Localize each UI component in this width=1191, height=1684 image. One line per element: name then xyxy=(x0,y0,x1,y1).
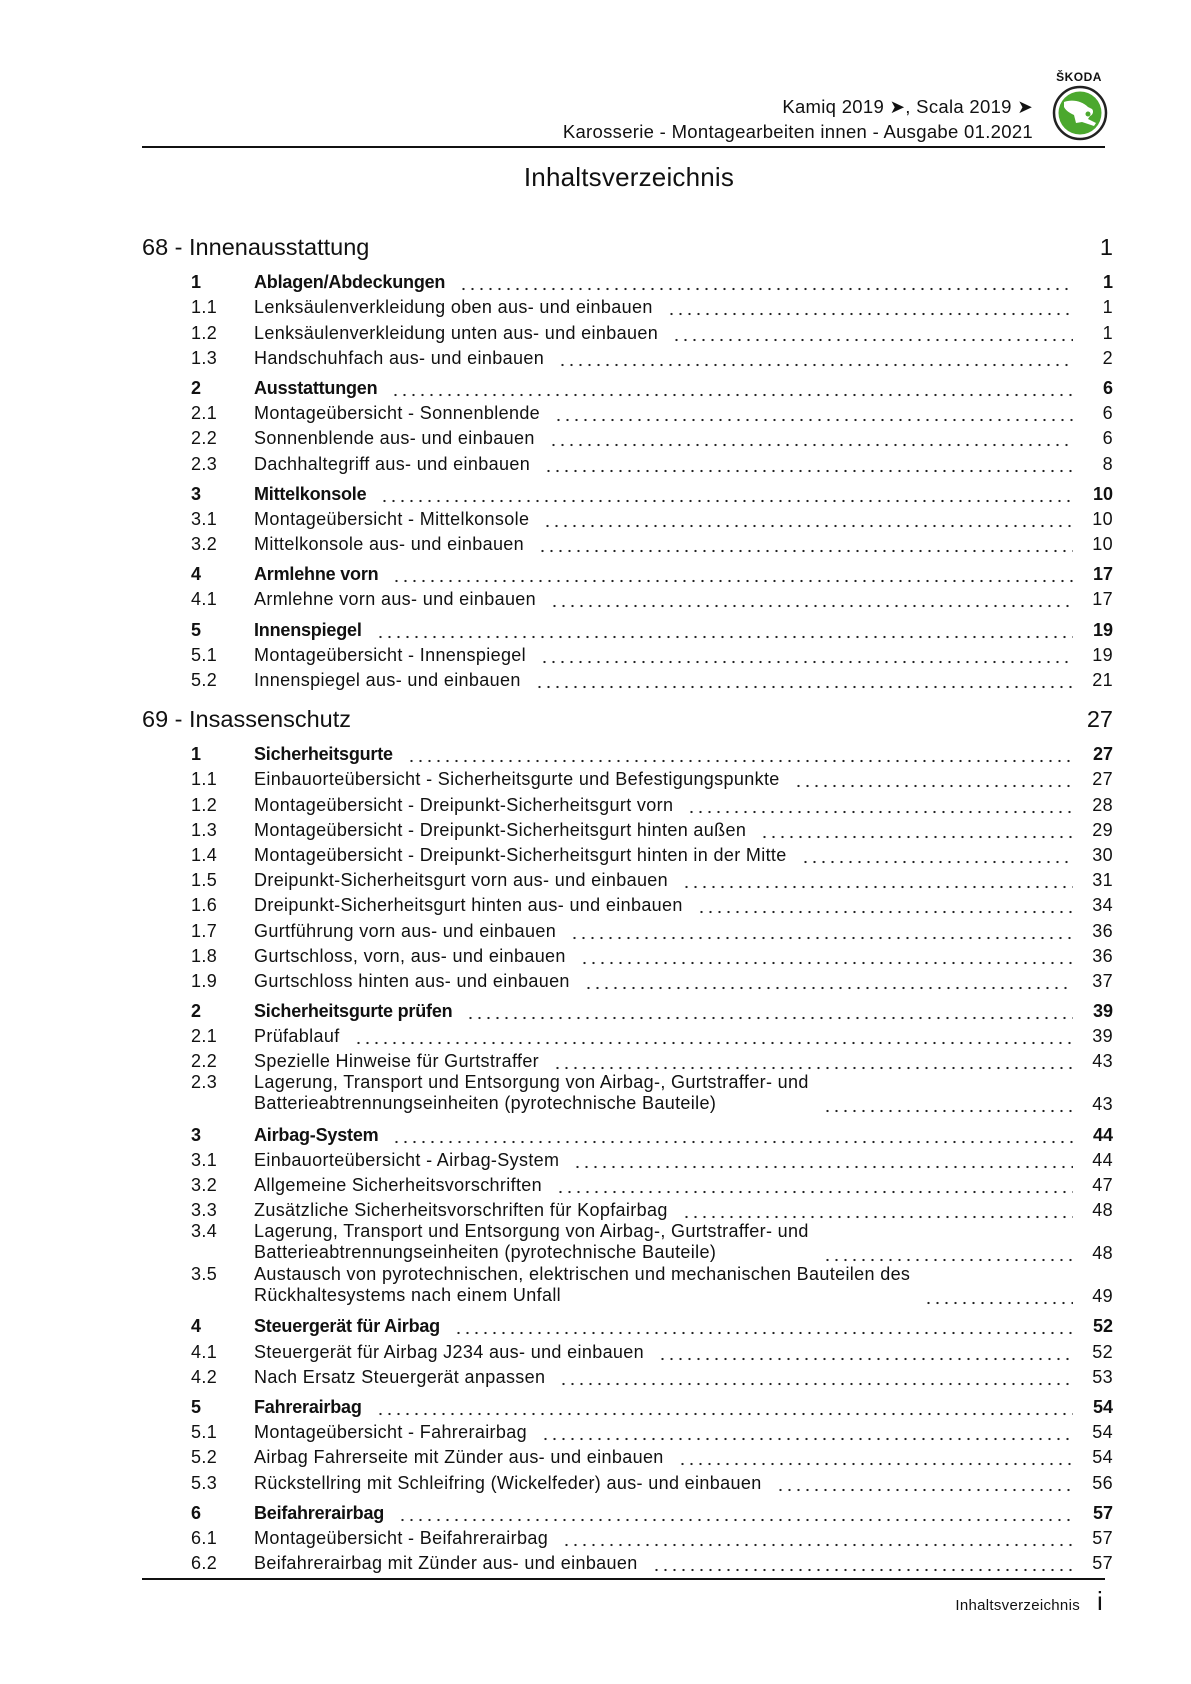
subsection-number: 2.3 xyxy=(191,453,218,474)
dot-leader xyxy=(558,348,1073,368)
subsection-number: 1.2 xyxy=(191,794,218,815)
subsection-title: Einbauorteübersicht - Sicherheitsgurte und Befestigungspunkte xyxy=(254,769,780,790)
dot-leader xyxy=(801,845,1073,865)
subsection-number: 1.2 xyxy=(191,322,218,343)
toc-subsection-entry[interactable] xyxy=(142,1021,1113,1046)
toc-subsection-entry[interactable] xyxy=(142,1145,1113,1170)
dot-leader xyxy=(697,895,1073,915)
toc-subsection-entry[interactable] xyxy=(142,529,1113,554)
section-number: 4 xyxy=(191,1316,201,1337)
section-page: 54 xyxy=(1092,1396,1113,1417)
subsection-title: Montageübersicht - Beifahrerairbag xyxy=(254,1527,549,1548)
section-page: 6 xyxy=(1102,377,1113,398)
section-page: 52 xyxy=(1092,1316,1113,1337)
toc-subsection-entry[interactable] xyxy=(142,398,1113,423)
subsection-number: 4.2 xyxy=(191,1366,218,1387)
subsection-number: 5.1 xyxy=(191,644,218,665)
subsection-title: Beifahrerairbag mit Zünder aus- und einbauen xyxy=(254,1553,638,1574)
dot-leader xyxy=(454,1316,1073,1336)
subsection-title: Montageübersicht - Dreipunkt-Sicherheitsgurt vorn xyxy=(254,794,674,815)
subsection-page: 6 xyxy=(1102,428,1113,449)
subsection-page: 6 xyxy=(1102,403,1113,424)
brand-wordmark: ŠKODA xyxy=(1056,70,1102,84)
subsection-page: 53 xyxy=(1092,1366,1113,1387)
section-title: Innenspiegel xyxy=(254,619,362,640)
dot-leader xyxy=(376,1397,1073,1417)
toc-subsection-entry[interactable] xyxy=(142,423,1113,448)
header-divider xyxy=(142,146,1105,148)
toc-subsection-entry[interactable] xyxy=(142,789,1113,814)
toc-section-entry[interactable] xyxy=(142,739,1113,764)
toc-section-entry[interactable] xyxy=(142,1311,1113,1336)
toc-subsection-entry[interactable] xyxy=(142,665,1113,690)
subsection-title: Allgemeine Sicherheitsvorschriften xyxy=(254,1175,543,1195)
subsection-page: 56 xyxy=(1092,1472,1113,1493)
toc-subsection-entry[interactable] xyxy=(142,584,1113,609)
section-title: Sicherheitsgurte xyxy=(254,744,393,765)
subsection-number: 2.1 xyxy=(191,1026,218,1047)
toc-subsection-entry[interactable] xyxy=(142,640,1113,665)
toc-subsection-entry[interactable] xyxy=(142,1046,1113,1071)
subsection-page: 54 xyxy=(1092,1447,1113,1468)
dot-leader xyxy=(538,534,1073,554)
subsection-number: 2.1 xyxy=(191,403,218,424)
header-models: Kamiq 2019 ➤, Scala 2019 ➤ xyxy=(782,96,1033,117)
subsection-page: 48 xyxy=(1092,1200,1113,1221)
subsection-page: 37 xyxy=(1092,970,1113,991)
section-page: 39 xyxy=(1092,1001,1113,1022)
subsection-page: 30 xyxy=(1092,844,1113,865)
subsection-title: Montageübersicht - Mittelkonsole xyxy=(254,508,530,529)
dot-leader xyxy=(570,921,1073,941)
subsection-title: Mittelkonsole aus- und einbauen xyxy=(254,534,525,555)
dot-leader xyxy=(667,297,1073,317)
footer-label: Inhaltsverzeichnis xyxy=(955,1597,1080,1614)
subsection-title: Gurtschloss, vorn, aus- und einbauen xyxy=(254,945,566,966)
subsection-page: 1 xyxy=(1102,322,1113,343)
dot-leader xyxy=(540,645,1073,665)
toc-section-entry[interactable] xyxy=(142,1498,1113,1523)
subsection-page: 21 xyxy=(1092,670,1113,690)
toc-section-entry[interactable] xyxy=(142,267,1113,292)
subsection-number: 1.1 xyxy=(191,769,218,790)
chapter-title: 69 - Insassenschutz xyxy=(142,706,351,732)
subsection-title: Einbauorteübersicht - Airbag-System xyxy=(254,1149,560,1170)
subsection-page: 34 xyxy=(1092,895,1113,916)
dot-leader xyxy=(549,428,1073,448)
dot-leader xyxy=(652,1553,1073,1573)
subsection-title: Lenksäulenverkleidung unten aus- und einbauen xyxy=(254,322,659,343)
subsection-page: 48 xyxy=(1092,1243,1113,1264)
subsection-page: 10 xyxy=(1092,534,1113,555)
dot-leader xyxy=(391,378,1073,398)
header-manual-title: Karosserie - Montagearbeiten innen - Ausgabe 01.2021 xyxy=(562,121,1033,142)
dot-leader xyxy=(573,1150,1073,1170)
dot-leader xyxy=(392,564,1073,584)
subsection-page: 36 xyxy=(1092,945,1113,966)
section-number: 3 xyxy=(191,483,201,504)
dot-leader xyxy=(466,1001,1073,1021)
dot-leader xyxy=(823,1243,1073,1263)
dot-leader xyxy=(658,1342,1073,1362)
dot-leader xyxy=(776,1473,1073,1493)
subsection-number: 5.2 xyxy=(191,670,218,690)
subsection-number: 1.4 xyxy=(191,844,218,865)
subsection-page: 17 xyxy=(1092,589,1113,610)
subsection-number: 1.6 xyxy=(191,895,218,916)
subsection-number: 1.1 xyxy=(191,297,218,318)
section-page: 10 xyxy=(1092,483,1113,504)
subsection-page: 29 xyxy=(1092,819,1113,840)
section-page: 17 xyxy=(1092,564,1113,585)
subsection-page: 1 xyxy=(1102,297,1113,318)
toc-subsection-entry[interactable] xyxy=(142,292,1113,317)
subsection-title: Montageübersicht - Dreipunkt-Sicherheitsgurt hinten in der Mitte xyxy=(254,844,787,865)
toc-subsection-entry[interactable] xyxy=(142,840,1113,865)
section-title: Ablagen/Abdeckungen xyxy=(254,272,446,293)
toc-subsection-entry[interactable] xyxy=(142,343,1113,368)
subsection-number: 1.7 xyxy=(191,920,218,941)
dot-leader xyxy=(392,1125,1073,1145)
section-page: 44 xyxy=(1092,1124,1113,1145)
footer-page-number: i xyxy=(1097,1586,1103,1616)
dot-leader xyxy=(584,971,1073,991)
section-title: Mittelkonsole xyxy=(254,483,367,504)
chapter-title: 68 - Innenausstattung xyxy=(142,234,370,260)
subsection-title-line: Batterieabtrennungseinheiten (pyrotechnische Bauteile) xyxy=(254,1242,717,1263)
dot-leader xyxy=(687,795,1073,815)
toc-subsection-entry[interactable] xyxy=(142,448,1113,473)
subsection-number: 3.4 xyxy=(191,1221,218,1242)
dot-leader xyxy=(535,670,1073,690)
subsection-number: 3.2 xyxy=(191,1175,218,1195)
subsection-number: 3.5 xyxy=(191,1264,218,1285)
section-title: Fahrerairbag xyxy=(254,1396,362,1417)
subsection-title: Spezielle Hinweise für Gurtstraffer xyxy=(254,1051,540,1072)
subsection-title: Sonnenblende aus- und einbauen xyxy=(254,428,535,449)
section-page: 1 xyxy=(1102,272,1113,293)
subsection-title: Montageübersicht - Innenspiegel xyxy=(254,644,527,665)
section-number: 5 xyxy=(191,1396,201,1417)
subsection-page: 10 xyxy=(1092,508,1113,529)
section-page: 19 xyxy=(1092,619,1113,640)
subsection-title: Armlehne vorn aus- und einbauen xyxy=(254,589,537,610)
subsection-title: Dreipunkt-Sicherheitsgurt vorn aus- und einbauen xyxy=(254,870,669,891)
subsection-page: 47 xyxy=(1092,1175,1113,1195)
toc-subsection-entry[interactable] xyxy=(142,1336,1113,1361)
subsection-title: Montageübersicht - Dreipunkt-Sicherheitsgurt hinten außen xyxy=(254,819,747,840)
toc-subsection-entry[interactable] xyxy=(142,1170,1113,1195)
subsection-page: 43 xyxy=(1092,1051,1113,1072)
dot-leader xyxy=(760,820,1073,840)
subsection-title: Airbag Fahrerseite mit Zünder aus- und einbauen xyxy=(254,1447,664,1468)
subsection-page: 54 xyxy=(1092,1422,1113,1443)
section-title: Airbag-System xyxy=(254,1124,379,1145)
toc-subsection-entry[interactable] xyxy=(142,317,1113,342)
section-number: 1 xyxy=(191,744,201,765)
subsection-title: Prüfablauf xyxy=(254,1026,340,1047)
dot-leader xyxy=(407,744,1073,764)
table-of-contents xyxy=(142,230,1113,1573)
dot-leader xyxy=(544,454,1073,474)
dot-leader xyxy=(559,1367,1073,1387)
section-title: Beifahrerairbag xyxy=(254,1502,385,1523)
subsection-title: Dreipunkt-Sicherheitsgurt hinten aus- und einbauen xyxy=(254,895,683,916)
subsection-number: 5.1 xyxy=(191,1422,218,1443)
subsection-title: Steuergerät für Airbag J234 aus- und einbauen xyxy=(254,1341,645,1362)
subsection-page: 44 xyxy=(1092,1149,1113,1170)
subsection-number: 1.8 xyxy=(191,945,218,966)
subsection-page: 52 xyxy=(1092,1341,1113,1362)
subsection-title-block xyxy=(254,1264,910,1306)
toc-section-entry[interactable] xyxy=(142,996,1113,1021)
subsection-page: 57 xyxy=(1092,1553,1113,1574)
toc-subsection-entry[interactable] xyxy=(142,1548,1113,1573)
subsection-page: 8 xyxy=(1102,453,1113,474)
section-number: 4 xyxy=(191,564,201,585)
dot-leader xyxy=(924,1286,1073,1306)
subsection-number: 5.3 xyxy=(191,1472,218,1493)
subsection-number: 1.3 xyxy=(191,819,218,840)
dot-leader xyxy=(580,946,1073,966)
subsection-title: Montageübersicht - Fahrerairbag xyxy=(254,1422,527,1443)
section-number: 1 xyxy=(191,272,201,293)
subsection-title: Gurtschloss hinten aus- und einbauen xyxy=(254,970,570,991)
section-number: 6 xyxy=(191,1502,201,1523)
subsection-number: 2.2 xyxy=(191,1051,218,1072)
section-number: 2 xyxy=(191,377,201,398)
dot-leader xyxy=(678,1447,1073,1467)
subsection-title-block xyxy=(254,1072,809,1114)
page-title: Inhaltsverzeichnis xyxy=(523,162,735,192)
toc-subsection-entry[interactable] xyxy=(142,1264,1113,1306)
dot-leader xyxy=(376,620,1073,640)
section-title: Armlehne vorn xyxy=(254,564,379,585)
toc-subsection-entry[interactable] xyxy=(142,941,1113,966)
subsection-page: 49 xyxy=(1092,1286,1113,1307)
toc-subsection-entry[interactable] xyxy=(142,815,1113,840)
toc-section-entry[interactable] xyxy=(142,1119,1113,1144)
toc-subsection-entry[interactable] xyxy=(142,504,1113,529)
subsection-number: 3.2 xyxy=(191,534,218,555)
subsection-number: 6.1 xyxy=(191,1527,218,1548)
subsection-number: 3.1 xyxy=(191,508,218,529)
toc-section-entry[interactable] xyxy=(142,614,1113,639)
dot-leader xyxy=(459,272,1073,292)
subsection-title: Gurtführung vorn aus- und einbauen xyxy=(254,920,557,941)
subsection-title: Montageübersicht - Sonnenblende xyxy=(254,403,541,424)
section-number: 2 xyxy=(191,1001,201,1022)
dot-leader xyxy=(383,240,1063,260)
dot-leader xyxy=(365,712,1063,732)
dot-leader xyxy=(556,1175,1073,1195)
toc-subsection-entry[interactable] xyxy=(142,1195,1113,1220)
subsection-title-line: Austausch von pyrotechnischen, elektrischen und mechanischen Bauteilen des xyxy=(254,1264,911,1285)
footer-divider xyxy=(142,1578,1105,1580)
section-page: 27 xyxy=(1092,744,1113,765)
dot-leader xyxy=(550,589,1073,609)
toc-section-entry[interactable] xyxy=(142,559,1113,584)
subsection-number: 1.3 xyxy=(191,347,218,368)
toc-subsection-entry[interactable] xyxy=(142,890,1113,915)
dot-leader xyxy=(554,403,1073,423)
subsection-page: 19 xyxy=(1092,644,1113,665)
toc-subsection-entry[interactable] xyxy=(142,1362,1113,1387)
chapter-page: 27 xyxy=(1086,706,1113,732)
toc-subsection-entry[interactable] xyxy=(142,966,1113,991)
dot-leader xyxy=(553,1051,1073,1071)
dot-leader xyxy=(543,509,1073,529)
dot-leader xyxy=(380,484,1073,504)
toc-subsection-entry[interactable] xyxy=(142,1417,1113,1442)
subsection-page: 57 xyxy=(1092,1527,1113,1548)
toc-chapter-entry[interactable] xyxy=(142,230,1113,260)
chapter-page: 1 xyxy=(1099,234,1113,260)
section-number: 5 xyxy=(191,619,201,640)
dot-leader xyxy=(682,870,1073,890)
subsection-page: 43 xyxy=(1092,1094,1113,1115)
skoda-logo-icon xyxy=(1052,85,1108,141)
toc-subsection-entry[interactable] xyxy=(142,764,1113,789)
subsection-page: 28 xyxy=(1092,794,1113,815)
subsection-title-line: Lagerung, Transport und Entsorgung von Airbag-, Gurtstraffer- und xyxy=(254,1221,809,1242)
subsection-page: 2 xyxy=(1102,347,1113,368)
toc-section-entry[interactable] xyxy=(142,373,1113,398)
subsection-page: 31 xyxy=(1092,870,1113,891)
section-page: 57 xyxy=(1092,1502,1113,1523)
toc-subsection-entry[interactable] xyxy=(142,1467,1113,1492)
subsection-title: Dachhaltegriff aus- und einbauen xyxy=(254,453,531,474)
dot-leader xyxy=(794,769,1073,789)
toc-section-entry[interactable] xyxy=(142,479,1113,504)
subsection-number: 6.2 xyxy=(191,1553,218,1574)
subsection-title: Handschuhfach aus- und einbauen xyxy=(254,347,545,368)
subsection-number: 2.2 xyxy=(191,428,218,449)
subsection-title: Innenspiegel aus- und einbauen xyxy=(254,670,521,690)
dot-leader xyxy=(354,1026,1073,1046)
subsection-page: 39 xyxy=(1092,1026,1113,1047)
subsection-title-line: Rückhaltesystems nach einem Unfall xyxy=(254,1285,562,1306)
subsection-title: Rückstellring mit Schleifring (Wickelfeder) aus- und einbauen xyxy=(254,1472,762,1493)
dot-leader xyxy=(541,1422,1073,1442)
section-number: 3 xyxy=(191,1124,201,1145)
subsection-page: 27 xyxy=(1092,769,1113,790)
section-title: Ausstattungen xyxy=(254,377,378,398)
subsection-number: 1.5 xyxy=(191,870,218,891)
subsection-title: Lenksäulenverkleidung oben aus- und einbauen xyxy=(254,297,653,318)
dot-leader xyxy=(823,1094,1073,1114)
subsection-number: 2.3 xyxy=(191,1072,218,1093)
subsection-title: Zusätzliche Sicherheitsvorschriften für Kopfairbag xyxy=(254,1200,668,1221)
toc-section-entry[interactable] xyxy=(142,1392,1113,1417)
toc-subsection-entry[interactable] xyxy=(142,1523,1113,1548)
subsection-number: 4.1 xyxy=(191,589,218,610)
subsection-page: 36 xyxy=(1092,920,1113,941)
subsection-title-line: Lagerung, Transport und Entsorgung von Airbag-, Gurtstraffer- und xyxy=(254,1072,809,1093)
dot-leader xyxy=(562,1528,1073,1548)
toc-chapter-entry[interactable] xyxy=(142,702,1113,732)
subsection-title-line: Batterieabtrennungseinheiten (pyrotechnische Bauteile) xyxy=(254,1093,717,1114)
subsection-number: 1.9 xyxy=(191,970,218,991)
toc-subsection-entry[interactable] xyxy=(142,865,1113,890)
subsection-title-block xyxy=(254,1221,809,1263)
toc-subsection-entry[interactable] xyxy=(142,915,1113,940)
subsection-number: 3.1 xyxy=(191,1149,218,1170)
dot-leader xyxy=(682,1200,1073,1220)
subsection-number: 3.3 xyxy=(191,1200,218,1221)
section-title: Steuergerät für Airbag xyxy=(254,1316,440,1337)
subsection-title: Nach Ersatz Steuergerät anpassen xyxy=(254,1366,546,1387)
toc-subsection-entry[interactable] xyxy=(142,1072,1113,1114)
dot-leader xyxy=(672,323,1073,343)
toc-subsection-entry[interactable] xyxy=(142,1442,1113,1467)
section-title: Sicherheitsgurte prüfen xyxy=(254,1001,453,1022)
subsection-number: 4.1 xyxy=(191,1341,218,1362)
dot-leader xyxy=(398,1503,1073,1523)
toc-subsection-entry[interactable] xyxy=(142,1221,1113,1263)
subsection-number: 5.2 xyxy=(191,1447,218,1468)
